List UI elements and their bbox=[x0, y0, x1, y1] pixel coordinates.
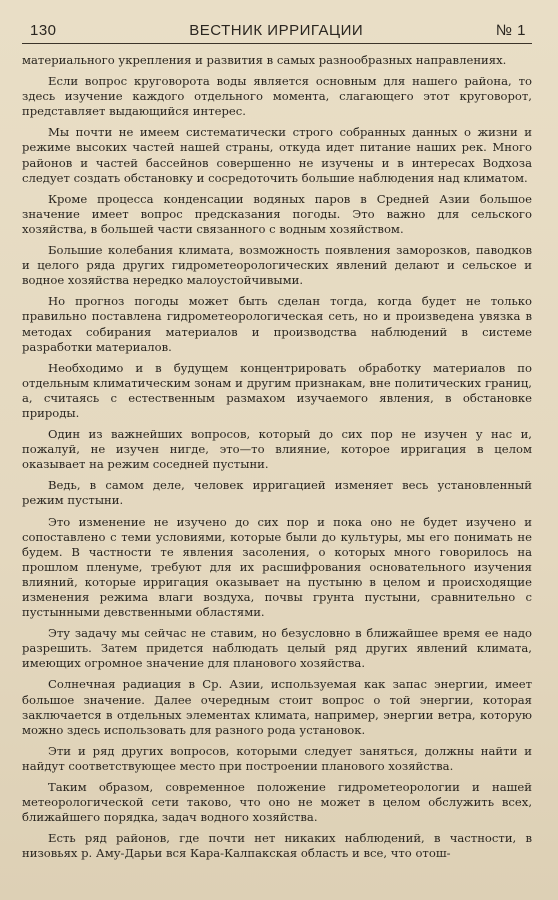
paragraph: Таким образом, современное положение гидрометеорологии и нашей метеорологической сети таково, что оно не может в целом обслужить всех, ближайшего порядка, задач водного хозяйства. bbox=[22, 780, 532, 825]
page-number: 130 bbox=[30, 22, 57, 39]
issue-number: № 1 bbox=[495, 22, 526, 39]
paragraph: Если вопрос круговорота воды является основным для нашего района, то здесь изучение каждого отдельного момента, слагающего этот круговорот, представляет выдающийся интерес. bbox=[22, 74, 532, 119]
paragraph: Ведь, в самом деле, человек ирригацией изменяет весь установленный режим пустыни. bbox=[22, 478, 532, 508]
paragraph: Солнечная радиация в Ср. Азии, используемая как запас энергии, имеет большое значение. Далее очередным стоит вопрос о той энергии, которая заключается в отдельных элементах климата, например, энергии ветра, которую можно здесь использовать для разного рода установок. bbox=[22, 677, 532, 737]
paragraph: Эти и ряд других вопросов, которыми следует заняться, должны найти и найдут соответствующее место при построении планового хозяйства. bbox=[22, 743, 532, 773]
paragraph: Кроме процесса конденсации водяных паров в Средней Азии большое значение имеет вопрос предсказания погоды. Это важно для сельского хозяйства, в большей части связанного с водным хозяйством. bbox=[22, 191, 532, 236]
paragraph: Необходимо и в будущем концентрировать обработку материалов по отдельным климатическим зонам и другим признакам, вне политических границ, а, считаясь с естественным размахом изучаемого явления, в обстановке природы. bbox=[22, 360, 532, 420]
article-body bbox=[22, 53, 532, 862]
journal-title: ВЕСТНИК ИРРИГАЦИИ bbox=[189, 22, 364, 39]
header-rule bbox=[22, 43, 532, 44]
paragraph: Есть ряд районов, где почти нет никаких наблюдений, в частности, в низовьях р. Аму-Дарьи вся Кара-Калпакская область и все, что отош- bbox=[22, 831, 532, 861]
paragraph: Это изменение не изучено до сих пор и пока оно не будет изучено и сопоставлено с теми условиями, которые были до культуры, мы его понимать не будем. В частности те явления засоления, о которых много говорилось на прошлом пленуме, требуют для их расшифрования основательного изучения влияний, которые ирригация оказывает на пустыню в целом и происходящие изменения режима влаги воздуха, почвы грунта пустыни, сравнительно с пустынными девственными областями. bbox=[22, 514, 532, 620]
paragraph: Эту задачу мы сейчас не ставим, но безусловно в ближайшее время ее надо разрешить. Затем придется наблюдать целый ряд других явлений климата, имеющих огромное значение для планового хозяйства. bbox=[22, 626, 532, 671]
paragraph: Мы почти не имеем систематически строго собранных данных о жизни и режиме высоких частей нашей страны, откуда идет питание наших рек. Много районов и частей бассейнов совершенно не изучены и в интересах Водхоза следует создать обстановку и сосредоточить большие наблюдения над климатом. bbox=[22, 125, 532, 185]
paragraph: Но прогноз погоды может быть сделан тогда, когда будет не только правильно поставлена гидрометеорологическая сеть, но и произведена увязка в методах собирания материалов и производства наблюдений в системе разработки материалов. bbox=[22, 294, 532, 354]
paragraph: Один из важнейших вопросов, который до сих пор не изучен у нас и, пожалуй, не изучен нигде, это—то влияние, которое ирригация в целом оказывает на режим соседней пустыни. bbox=[22, 427, 532, 472]
page-header bbox=[22, 22, 532, 43]
paragraph: Большие колебания климата, возможность появления заморозков, паводков и целого ряда других гидрометеорологических явлений делают и сельское и водное хозяйства нередко малоустойчивыми. bbox=[22, 243, 532, 288]
paragraph: материального укрепления и развития в самых разнообразных направлениях. bbox=[22, 53, 507, 67]
